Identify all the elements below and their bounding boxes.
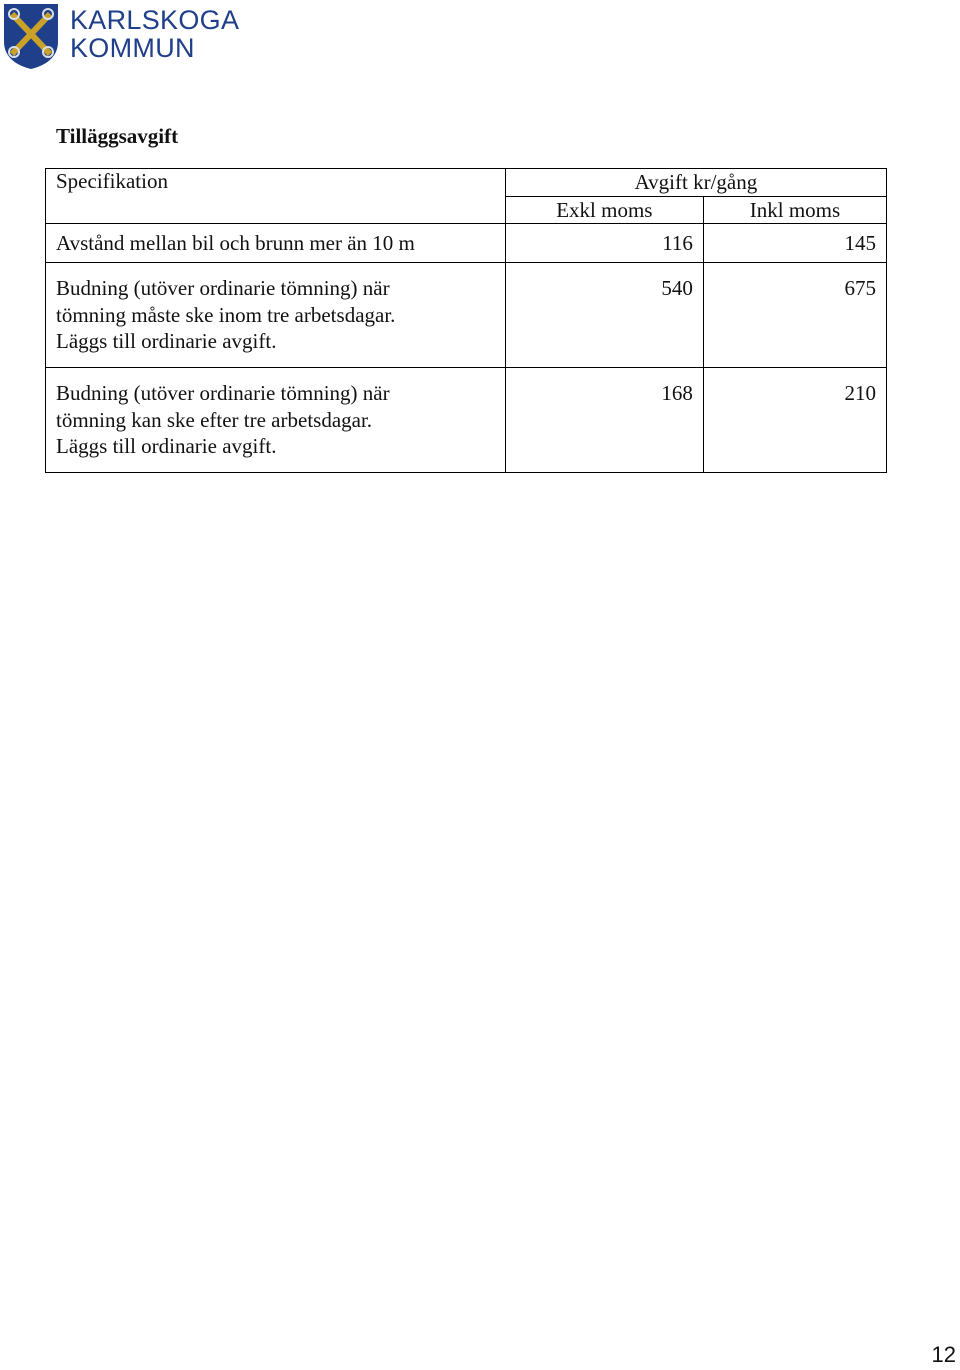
table-row [46, 368, 887, 473]
table-row [46, 224, 887, 263]
row-spec [46, 263, 506, 368]
row-spec-line: Budning (utöver ordinarie tömning) när [56, 276, 390, 300]
section-title: Tilläggsavgift [56, 124, 179, 148]
row-spec-line: Läggs till ordinarie avgift. [56, 329, 277, 353]
row-spec [46, 368, 506, 473]
row-exkl: 540 [505, 263, 703, 368]
logo-line-2: KOMMUN [70, 33, 195, 63]
page-number: 12 [931, 1342, 956, 1367]
inkl-moms-header: Inkl moms [703, 197, 886, 224]
spec-header: Specifikation [46, 169, 506, 224]
coat-of-arms-icon [2, 2, 60, 70]
karlskoga-logo [2, 2, 239, 70]
row-exkl: 116 [505, 224, 703, 263]
row-inkl: 675 [703, 263, 886, 368]
row-inkl: 145 [703, 224, 886, 263]
row-spec-line: Läggs till ordinarie avgift. [56, 434, 277, 458]
row-spec-line: tömning måste ske inom tre arbetsdagar. [56, 302, 396, 327]
row-spec-line: Budning (utöver ordinarie tömning) när [56, 381, 390, 405]
logo-wordmark [70, 6, 239, 62]
table-row [46, 263, 887, 368]
logo-line-1: KARLSKOGA [70, 5, 240, 35]
row-exkl: 168 [505, 368, 703, 473]
exkl-moms-header: Exkl moms [505, 197, 703, 224]
fee-table [45, 168, 887, 473]
row-spec: Avstånd mellan bil och brunn mer än 10 m [46, 224, 506, 263]
row-inkl: 210 [703, 368, 886, 473]
row-spec-line: tömning kan ske efter tre arbetsdagar. [56, 407, 373, 432]
fee-group-header: Avgift kr/gång [505, 169, 886, 197]
